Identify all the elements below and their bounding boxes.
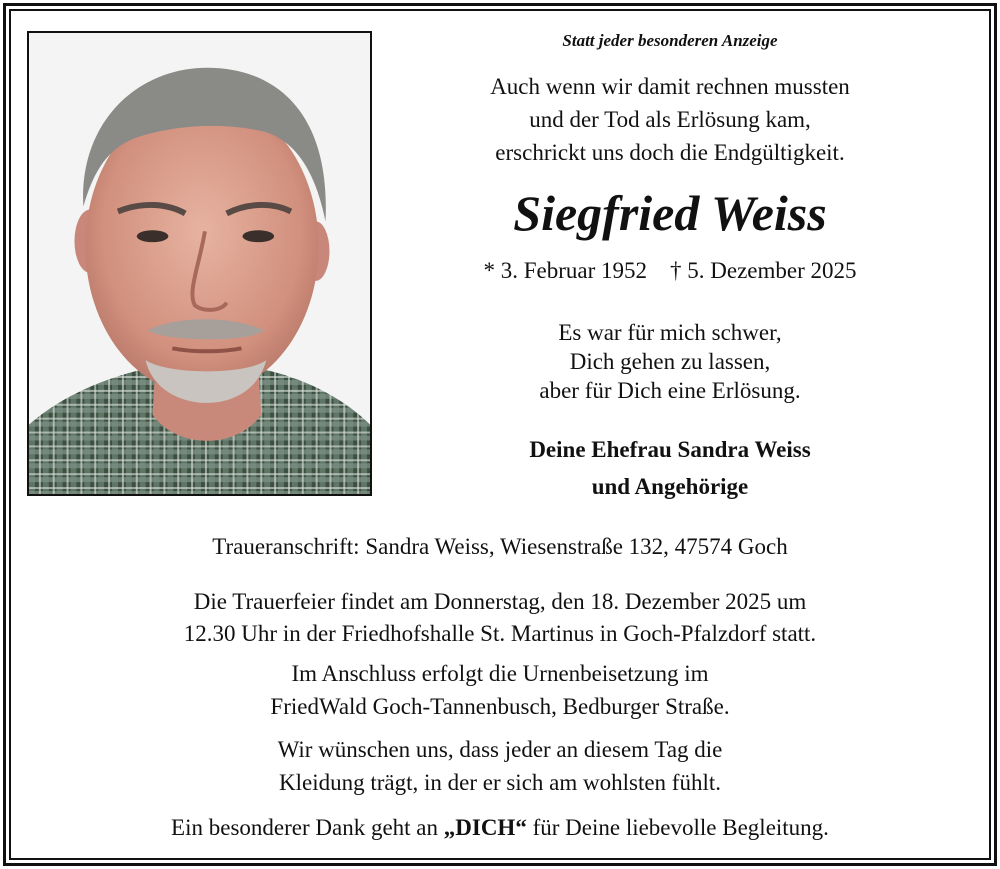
ceremony-line: 12.30 Uhr in der Friedhofshalle St. Martinus in Goch-Pfalzdorf statt. [183,621,817,646]
intro-verse [400,70,940,169]
family-line: Deine Ehefrau Sandra Weiss [529,437,811,462]
mourning-address: Traueranschrift: Sandra Weiss, Wiesenstraße 132, 47574 Goch [212,534,788,559]
intro-line: und der Tod als Erlösung kam, [529,107,811,132]
thanks-before: Ein besonderer Dank geht an [171,815,444,840]
thanks-after: für Deine liebevolle Begleitung. [526,815,829,840]
ceremony-line: Die Trauerfeier findet am Donnerstag, den 18. Dezember 2025 um [193,589,807,614]
poem-line: Es war für mich schwer, [558,320,782,345]
death-date: † 5. Dezember 2025 [670,258,857,283]
announcement-heading: Statt jeder besonderen Anzeige [562,31,778,50]
intro-line: Auch wenn wir damit rechnen mussten [490,74,850,99]
urn-line: FriedWald Goch-Tannenbusch, Bedburger Straße. [270,694,730,719]
thanks-line [20,811,980,844]
urn-line: Im Anschluss erfolgt die Urnenbeisetzung im [291,661,709,686]
life-dates [400,255,940,287]
poem [400,318,940,405]
birth-date: * 3. Februar 1952 [483,258,648,283]
family-line: und Angehörige [591,474,749,499]
ceremony-info [20,586,980,650]
dress-line: Wir wünschen uns, dass jeder an diesem Tag die [277,737,723,762]
urn-burial-info [20,657,980,723]
dress-code-note [20,733,980,799]
thanks-emphasis: „DICH“ [443,815,527,840]
portrait-photo [27,31,372,496]
poem-line: Dich gehen zu lassen, [569,349,771,374]
poem-line: aber für Dich eine Erlösung. [539,378,801,403]
dress-line: Kleidung trägt, in der er sich am wohlsten fühlt. [278,770,721,795]
family-signature [400,431,940,505]
intro-line: erschrickt uns doch die Endgültigkeit. [495,140,845,165]
deceased-name: Siegfried Weiss [513,185,827,241]
